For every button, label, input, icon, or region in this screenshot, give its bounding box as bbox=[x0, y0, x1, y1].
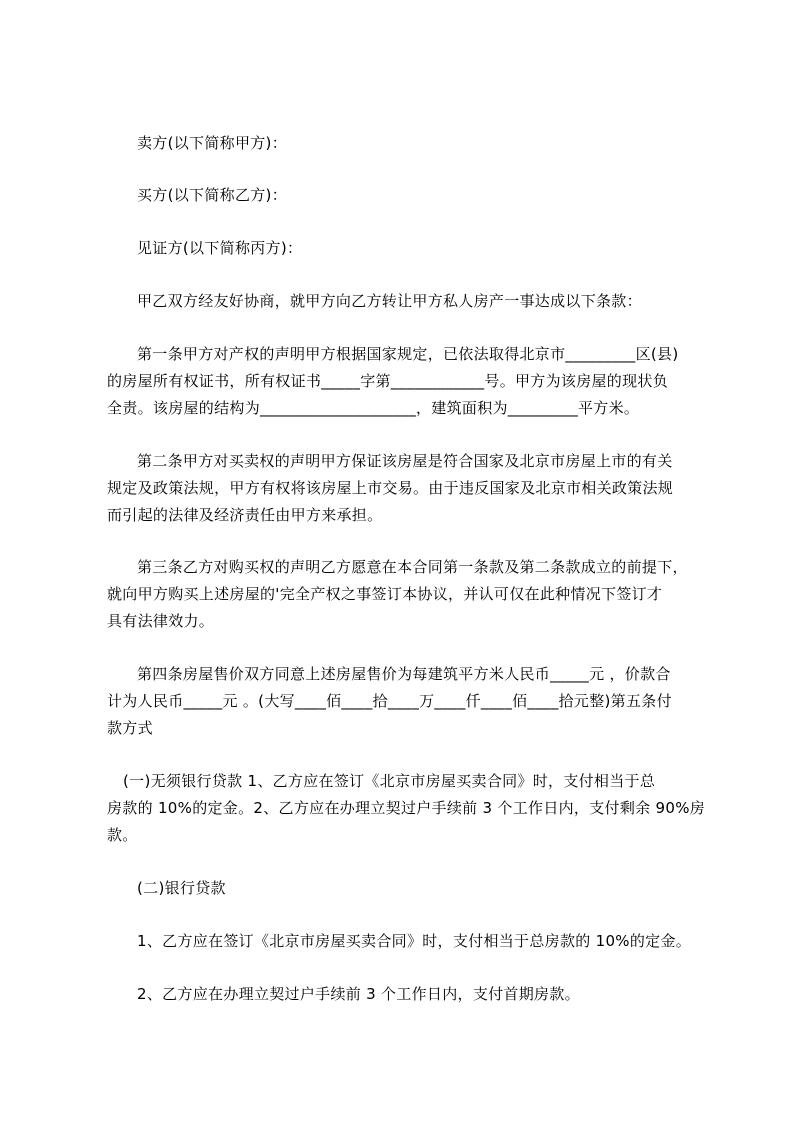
payment-loan-item2: 2、乙方应在办理立契过户手续前 3 个工作日内，支付首期房款。 bbox=[137, 985, 580, 1003]
article1-line2: 的房屋所有权证书，所有权证书_____字第____________号。甲方为该房屋的现状负 bbox=[107, 372, 669, 390]
article4-line3: 款方式 bbox=[107, 719, 153, 737]
article4-line1: 第四条房屋售价双方同意上述房屋售价为每建筑平方米人民币_____元 ，价款合 bbox=[137, 665, 671, 683]
article3-line3: 具有法律效力。 bbox=[107, 612, 215, 630]
payment-no-loan-line2: 房款的 10%的定金。2、乙方应在办理立契过户手续前 3 个工作日内，支付剩余 90%房 bbox=[107, 799, 706, 817]
payment-loan-item1: 1、乙方应在签订《北京市房屋买卖合同》时，支付相当于总房款的 10%的定金。 bbox=[137, 932, 692, 950]
article4-line2: 计为人民币_____元 。(大写____佰____拾____万____仟____佰____拾元整)第五条付 bbox=[107, 692, 672, 710]
article2-line3: 而引起的法律及经济责任由甲方来承担。 bbox=[107, 506, 383, 524]
payment-loan-heading: (二)银行贷款 bbox=[137, 879, 226, 897]
payment-no-loan-line1: (一)无须银行贷款 1、乙方应在签订《北京市房屋买卖合同》时，支付相当于总 bbox=[123, 772, 656, 790]
intro-paragraph: 甲乙双方经友好协商，就甲方向乙方转让甲方私人房产一事达成以下条款： bbox=[137, 292, 642, 310]
article3-line2: 就向甲方购买上述房屋的'完全产权之事签订本协议，并认可仅在此种情况下签订才 bbox=[107, 585, 663, 603]
witness-line: 见证方(以下简称丙方)： bbox=[137, 239, 303, 257]
article1-line1: 第一条甲方对产权的声明甲方根据国家规定，已依法取得北京市_________区(县) bbox=[137, 345, 679, 363]
article2-line1: 第二条甲方对买卖权的声明甲方保证该房屋是符合国家及北京市房屋上市的有关 bbox=[137, 452, 673, 470]
buyer-line: 买方(以下简称乙方)： bbox=[137, 186, 288, 204]
article1-line3: 全责。该房屋的结构为____________________，建筑面积为_________平方米。 bbox=[107, 399, 640, 417]
payment-no-loan-line3: 款。 bbox=[107, 826, 138, 844]
seller-line: 卖方(以下简称甲方)： bbox=[137, 134, 288, 152]
article3-line1: 第三条乙方对购买权的声明乙方愿意在本合同第一条款及第二条款成立的前提下， bbox=[137, 558, 688, 576]
article2-line2: 规定及政策法规，甲方有权将该房屋上市交易。由于违反国家及北京市相关政策法规 bbox=[107, 479, 674, 497]
